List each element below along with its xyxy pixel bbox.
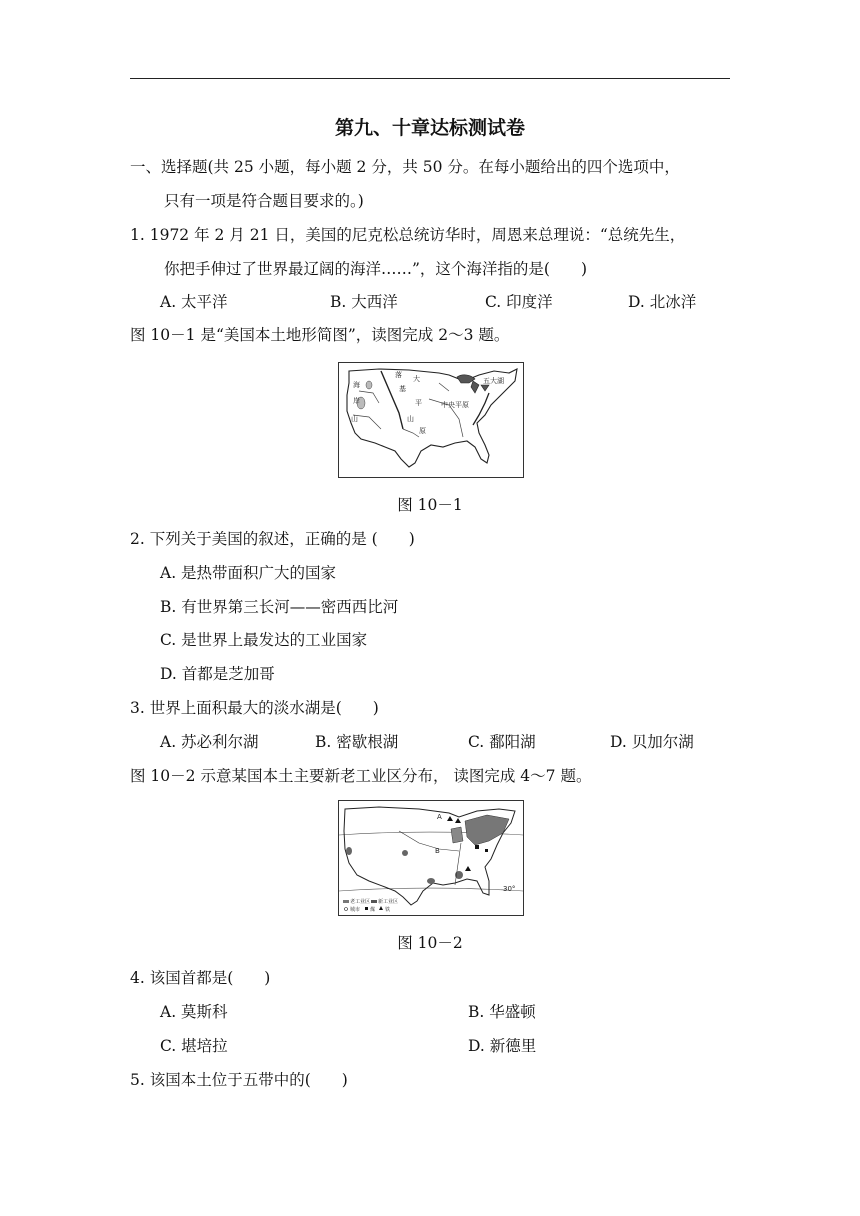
coal-symbol (485, 849, 488, 852)
q1-stem-line2: 你把手伸过了世界最辽阔的海洋……”，这个海洋指的是( ) (164, 260, 588, 278)
region-borders (353, 383, 463, 437)
section-heading-line2: 只有一项是符合题目要求的。) (164, 192, 364, 210)
figure2-caption: 图 10－2 (397, 934, 463, 952)
q1-option-b: B. 大西洋 (330, 293, 398, 311)
map-legend (343, 898, 398, 913)
q4-option-c: C. 堪培拉 (160, 1037, 228, 1055)
label-rocky-3: 山 (407, 415, 414, 423)
q2-option-b: B. 有世界第三长河——密西西比河 (160, 598, 399, 616)
q4-option-d: D. 新德里 (468, 1037, 537, 1055)
industrial-regions-map (338, 800, 524, 916)
page-title: 第九、十章达标测试卷 (334, 117, 525, 139)
legend-city: 城市 (350, 907, 361, 913)
q1-option-c: C. 印度洋 (485, 293, 553, 311)
iron-symbol (455, 818, 461, 823)
q2-option-c: C. 是世界上最发达的工业国家 (160, 631, 368, 649)
q3-option-b: B. 密歇根湖 (315, 733, 399, 751)
legend-iron: 铁 (385, 907, 391, 913)
old-industrial-area (465, 815, 509, 845)
label-rocky-1: 落 (395, 371, 402, 379)
q3-option-a: A. 苏必利尔湖 (160, 733, 259, 751)
new-industrial-area (346, 847, 352, 855)
q5-stem: 5. 该国本土位于五带中的( ) (130, 1071, 348, 1089)
q1-stem-line1: 1. 1972 年 2 月 21 日，美国的尼克松总统访华时，周恩来总理说：“总统先生， (130, 226, 686, 244)
new-industrial-area (402, 850, 408, 856)
rocky-mountains-line (381, 371, 403, 429)
iron-symbol (465, 866, 471, 871)
q3-stem: 3. 世界上面积最大的淡水湖是( ) (130, 699, 379, 717)
legend-coal: 煤 (370, 907, 376, 913)
new-industrial-area (427, 878, 435, 884)
figure1-caption: 图 10－1 (397, 496, 463, 514)
q2-option-a: A. 是热带面积广大的国家 (160, 564, 337, 582)
iron-symbol (447, 816, 453, 821)
figure1-intro: 图 10－1 是“美国本土地形简图”，读图完成 2～3 题。 (130, 326, 510, 344)
label-central-plain: 中央平原 (441, 401, 469, 409)
label-shan-west: 山 (351, 415, 358, 423)
label-great-1: 大 (413, 375, 420, 383)
header-rule (130, 78, 730, 79)
q4-option-b: B. 华盛顿 (468, 1003, 536, 1021)
section-heading-line1: 一、选择题(共 25 小题，每小题 2 分，共 50 分。在每小题给出的四个选项中， (130, 158, 680, 176)
label-a: A (437, 813, 442, 821)
label-b: B (435, 847, 440, 855)
legend-city-symbol (345, 908, 348, 911)
legend-new-swatch (371, 900, 377, 903)
q4-option-a: A. 莫斯科 (160, 1003, 228, 1021)
q2-option-d: D. 首都是芝加哥 (160, 665, 275, 683)
q3-option-c: C. 鄱阳湖 (468, 733, 536, 751)
q3-option-d: D. 贝加尔湖 (610, 733, 694, 751)
legend-new: 新工业区 (378, 899, 399, 905)
coal-symbol (475, 845, 479, 849)
river-lines (399, 831, 461, 885)
q1-option-d: D. 北冰洋 (628, 293, 697, 311)
legend-iron-symbol (379, 906, 383, 910)
legend-old-swatch (343, 900, 349, 903)
figure2-intro: 图 10－2 示意某国本土主要新老工业区分布， 读图完成 4～7 题。 (130, 767, 592, 785)
label-coast-2: 岸 (353, 397, 360, 405)
appalachian-line (473, 393, 489, 425)
us-terrain-map (338, 362, 524, 478)
label-great-3: 原 (419, 427, 426, 435)
mountain-blob (366, 381, 372, 389)
label-great-2: 平 (415, 399, 422, 407)
legend-old: 老工业区 (350, 899, 371, 905)
q2-stem: 2. 下列关于美国的叙述，正确的是 ( ) (130, 530, 415, 548)
q4-stem: 4. 该国首都是( ) (130, 969, 271, 987)
old-industrial-area (451, 827, 463, 843)
label-rocky-2: 基 (399, 385, 406, 393)
legend-coal-symbol (365, 907, 368, 910)
q1-option-a: A. 太平洋 (160, 293, 228, 311)
label-great-lakes: 五大湖 (483, 377, 504, 385)
label-coast-1: 海 (353, 381, 360, 389)
label-latitude: 30° (503, 885, 516, 893)
